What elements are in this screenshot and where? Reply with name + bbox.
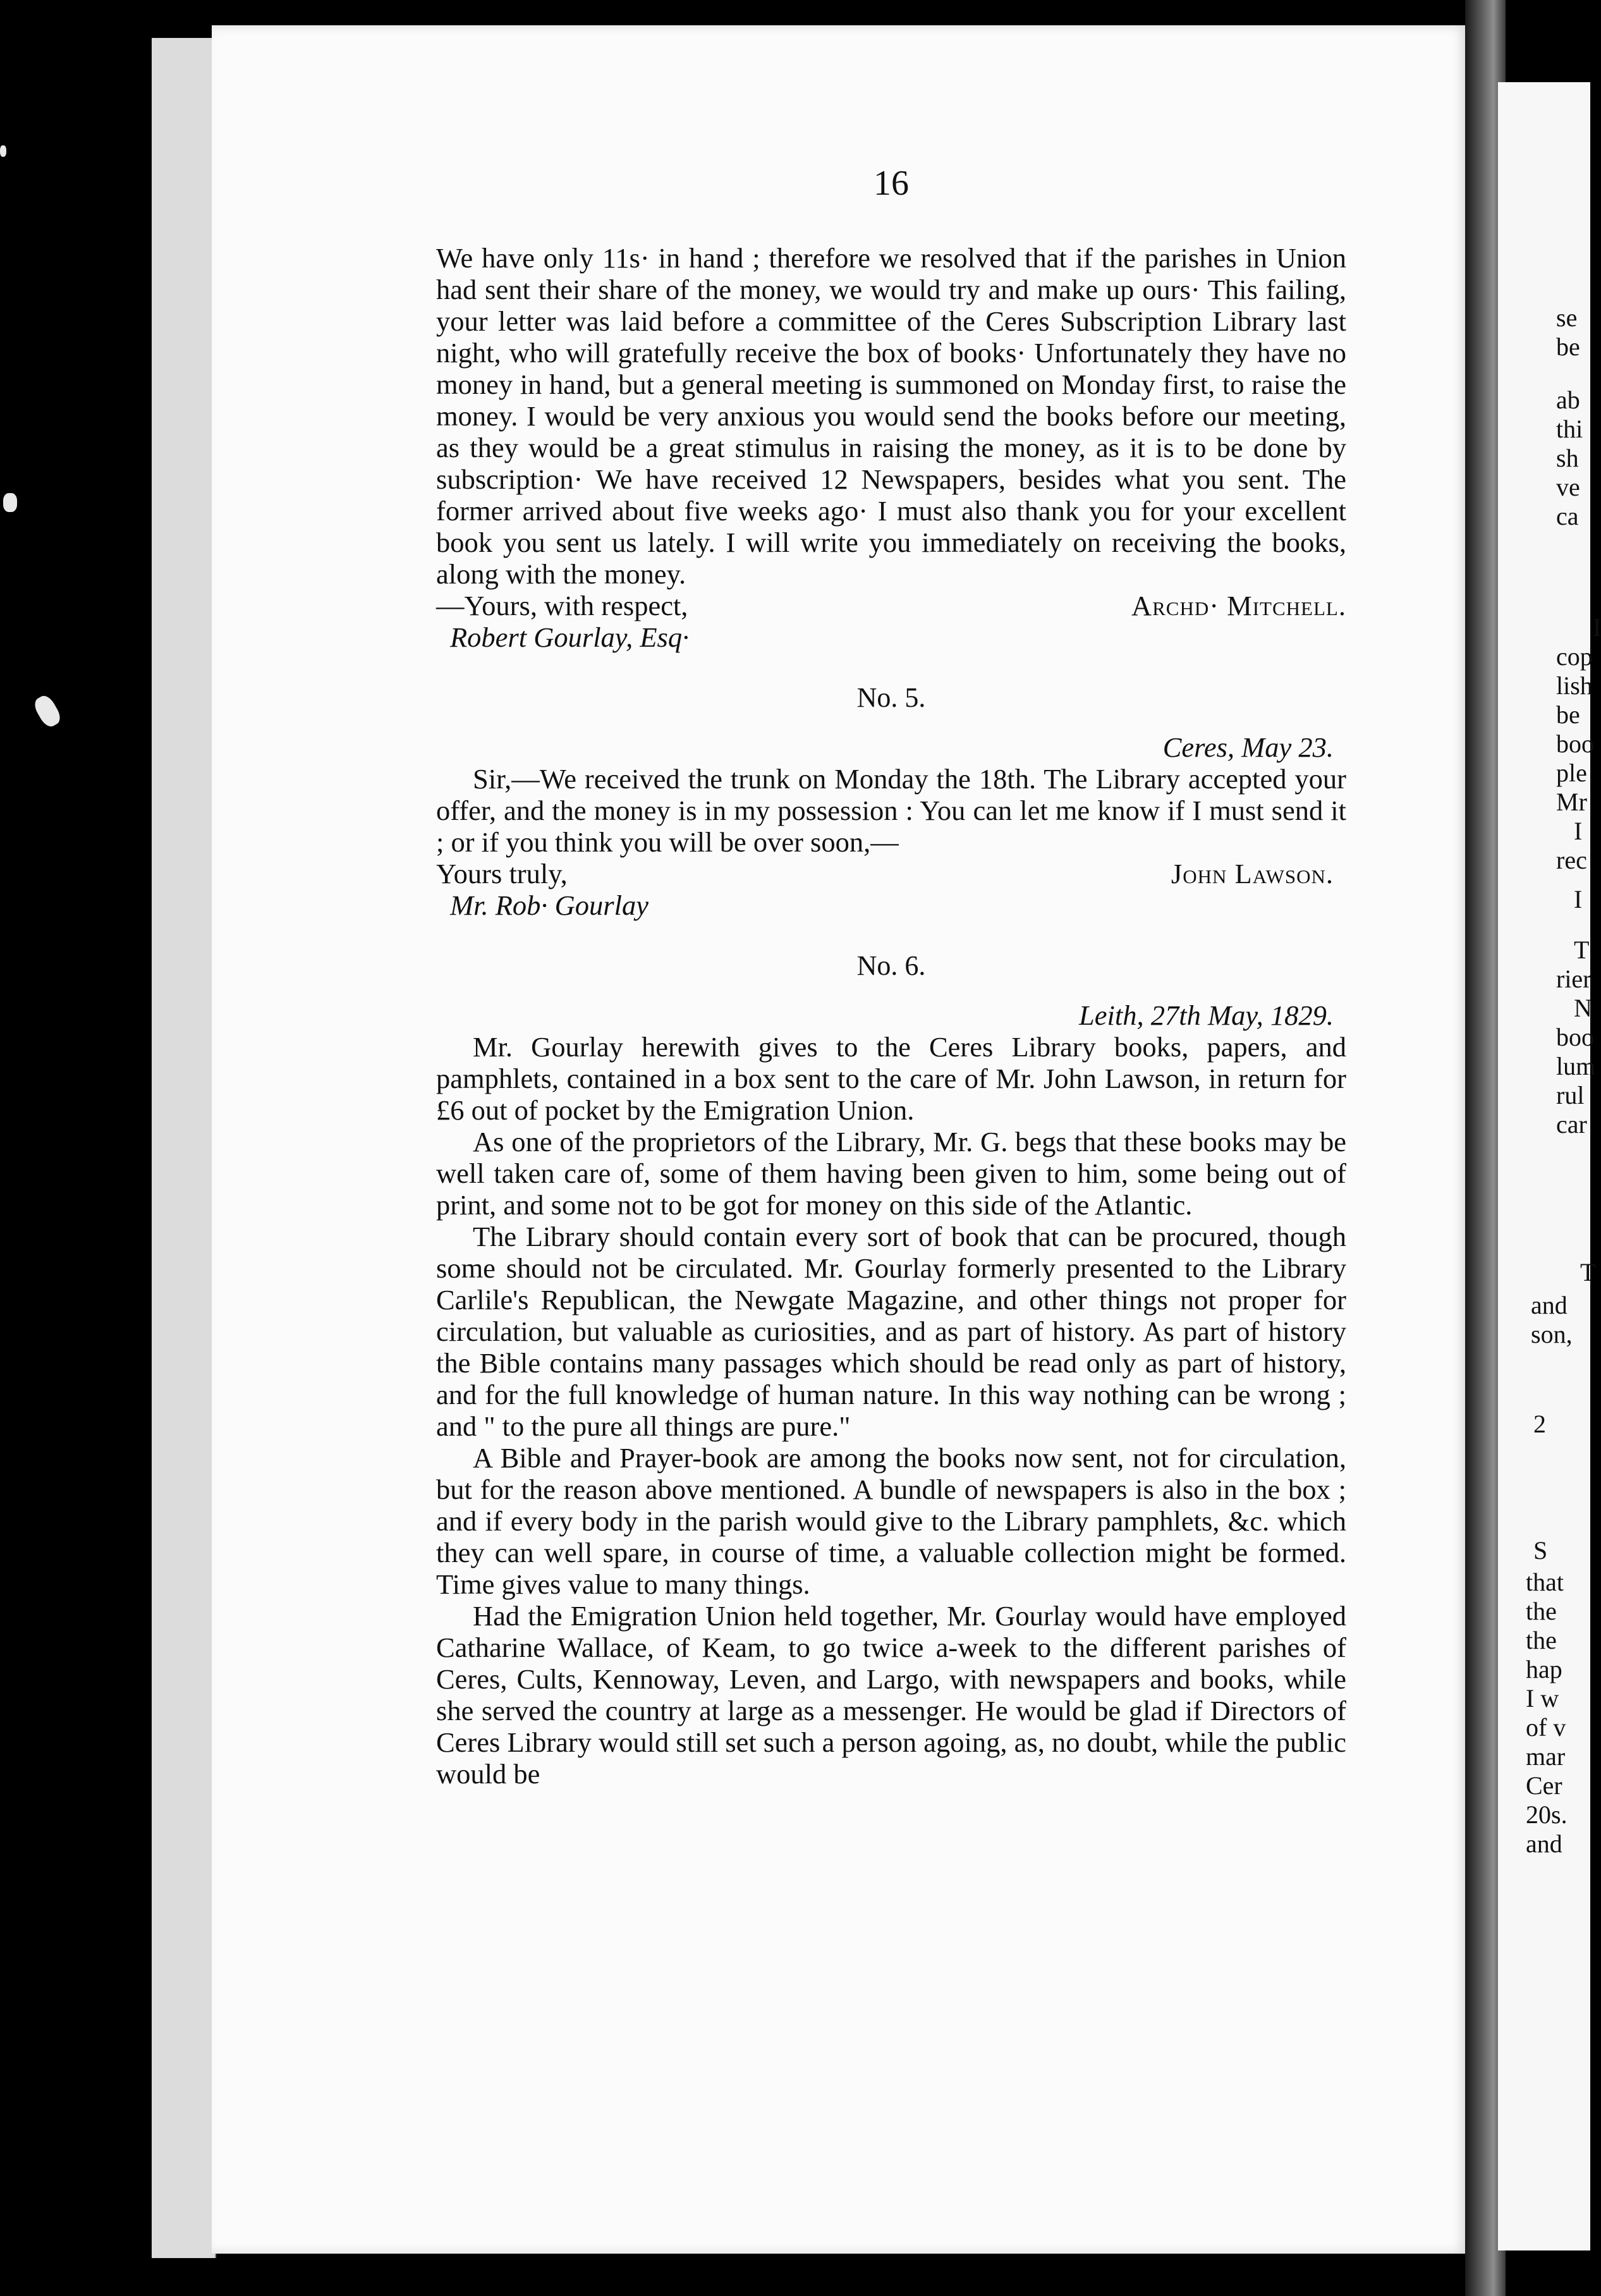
paragraph: Had the Emigration Union held together, Mr. Gourlay would have employed Catharine Wallace, of Keam, to go twice a-week to the different parishes of Ceres, Cults, Kennoway, Leven, and Largo, with newspapers and books, while she served the country at large as a messenger. He would be glad if Directors of Ceres Library would still set such a person agoing, as, no doubt, while the public would be <box>436 1600 1346 1790</box>
letter-signoff <box>436 590 1346 621</box>
letter-signature: Archd· Mitchell. <box>1131 590 1346 621</box>
scan-speck <box>0 145 6 157</box>
facing-fragment: the <box>1526 1597 1557 1625</box>
facing-fragment: hap <box>1526 1655 1562 1683</box>
facing-fragment: S <box>1533 1536 1548 1565</box>
paragraph: As one of the proprietors of the Library, Mr. G. begs that these books may be well taken care of, some of them having been given to him, some being out of print, and some not to be got for money on this side of the Atlantic. <box>436 1126 1346 1221</box>
facing-fragment: sh <box>1556 444 1579 472</box>
facing-fragment: boo <box>1556 730 1594 758</box>
letter-addressee: Mr. Rob· Gourlay <box>450 889 648 921</box>
letter-heading: No. 6. <box>856 950 926 981</box>
facing-fragment: I <box>1574 885 1583 913</box>
facing-fragment: rul <box>1556 1081 1585 1109</box>
facing-fragment: 2 <box>1533 1410 1546 1438</box>
facing-fragment: the <box>1526 1626 1557 1654</box>
page-edge <box>152 38 172 2258</box>
facing-fragment: be <box>1556 333 1580 361</box>
letter-closing: Yours truly, <box>436 858 568 889</box>
letter-6 <box>436 950 1346 1790</box>
facing-fragment: 20s. <box>1526 1800 1568 1829</box>
facing-fragment: se <box>1556 303 1578 332</box>
facing-page <box>1498 82 1601 2250</box>
facing-fragment: ve <box>1556 473 1580 501</box>
letter-heading: No. 5. <box>856 682 926 713</box>
facing-fragment: lish <box>1556 671 1593 700</box>
facing-fragment: that <box>1526 1568 1564 1596</box>
letter-dateline: Leith, 27th May, 1829. <box>1079 999 1334 1031</box>
scan-speck <box>3 493 17 512</box>
letter-dateline: Ceres, May 23. <box>1162 731 1334 763</box>
letter-body: We have only 11s· in hand ; therefore we resolved that if the parishes in Union had sent their share of the money, we would try and make up ours· This failing, your letter was laid before a committee of the Ceres Subscription Library last night, who will gratefully receive the box of books· Unfortunately they have no money in hand, but a general meeting is summoned on Monday first, to raise the money. I would be very anxious you would send the books before our meeting, as they would be a great stimulus in raising the money, as it is to be done by subscription· We have received 12 Newspapers, besides what you sent. The former arrived about five weeks ago· I must also thank you for your excellent book you sent us lately. I will write you immediately on receiving the books, along with the money. <box>436 242 1346 590</box>
facing-fragment: T <box>1574 936 1590 964</box>
facing-fragment: son, <box>1531 1320 1573 1348</box>
facing-fragment: I <box>1593 613 1601 642</box>
facing-fragment: I w <box>1526 1684 1559 1713</box>
facing-fragment: Mr <box>1556 788 1587 816</box>
letter-closing: —Yours, with respect, <box>436 590 688 621</box>
facing-fragment: ca <box>1556 502 1579 530</box>
facing-fragment: and <box>1526 1829 1562 1858</box>
paragraph: A Bible and Prayer-book are among the books now sent, not for circulation, but for the reason above mentioned. A bundle of newspapers is also in the box ; and if every body in the parish would give to the Library pamphlets, &c. which they can well spare, in course of time, a valuable collection might be formed. Time gives value to many things. <box>436 1442 1346 1600</box>
letter-addressee: Robert Gourlay, Esq· <box>450 621 690 653</box>
letter-5 <box>436 682 1346 921</box>
paragraph: Mr. Gourlay herewith gives to the Ceres Library books, papers, and pamphlets, contained in a box sent to the care of Mr. John Lawson, in return for £6 out of pocket by the Emigration Union. <box>436 1031 1346 1126</box>
facing-fragment: I <box>1574 817 1583 845</box>
facing-fragment: Cer <box>1526 1771 1562 1800</box>
letter-4 <box>436 242 1346 653</box>
facing-fragment: of v <box>1526 1713 1566 1742</box>
letter-signoff <box>436 858 1346 889</box>
facing-fragment: be <box>1556 700 1580 729</box>
facing-fragment: rier <box>1556 965 1592 993</box>
page-edge <box>171 38 191 2258</box>
scan-speck <box>32 693 64 730</box>
facing-fragment: T <box>1580 1258 1596 1286</box>
facing-fragment: lum <box>1556 1052 1596 1080</box>
facing-fragment: ab <box>1556 386 1580 414</box>
letter-signature: John Lawson. <box>1171 858 1334 889</box>
facing-fragment: rec <box>1556 846 1587 874</box>
facing-fragment: thi <box>1556 415 1583 443</box>
facing-fragment: N <box>1574 994 1592 1022</box>
page-number: 16 <box>874 164 909 203</box>
page-text <box>436 164 1346 1790</box>
facing-fragment: cop <box>1556 642 1593 671</box>
facing-fragment: car <box>1556 1110 1587 1139</box>
facing-fragment: mar <box>1526 1742 1566 1771</box>
facing-fragment: boo <box>1556 1023 1594 1051</box>
facing-fragment: and <box>1531 1291 1568 1319</box>
paragraph: The Library should contain every sort of book that can be procured, though some should not be circulated. Mr. Gourlay formerly presented to the Library Carlile's Republican, the Newgate Magazine, and other things not proper for circulation, but valuable as curiosities, and as part of history. As part of history the Bible contains many passages which should be read only as part of history, and for the full knowledge of human nature. In this way nothing can be wrong ; and " to the pure all things are pure." <box>436 1221 1346 1442</box>
letter-body: Sir,—We received the trunk on Monday the 18th. The Library accepted your offer, and the money is in my possession : You can let me know if I must send it ; or if you think you will be over soon,— <box>436 763 1346 858</box>
facing-fragment: ple <box>1556 759 1587 787</box>
